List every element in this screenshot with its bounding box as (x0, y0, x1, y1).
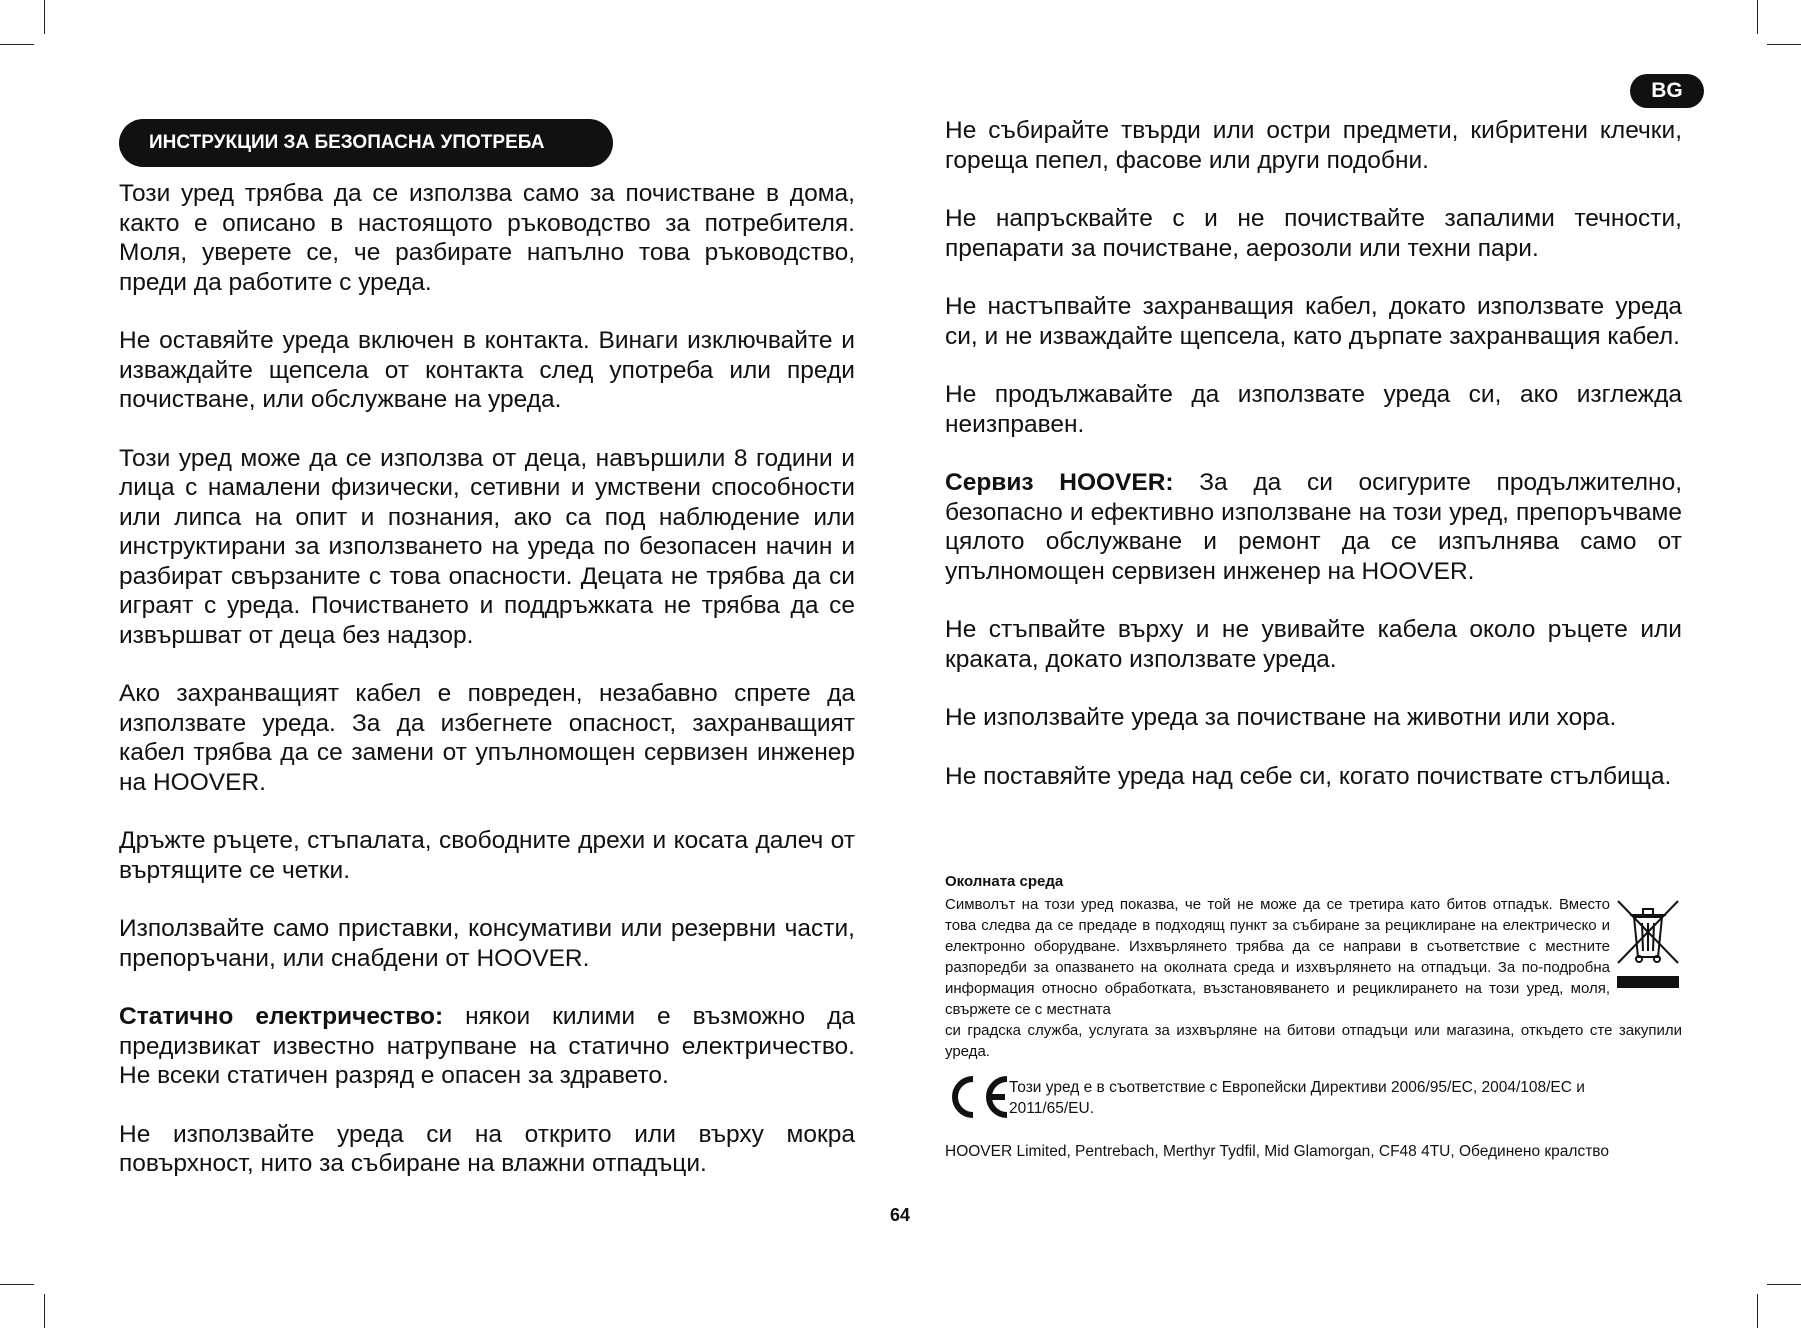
paragraph-bold-lead: Статично електричество: (119, 1003, 444, 1030)
environment-text-continued: си градска служба, услугата за изхвърляне на битови отпадъци или магазина, откъдето сте закупили уреда. (945, 1022, 1682, 1060)
section-header: ИНСТРУКЦИИ ЗА БЕЗОПАСНА УПОТРЕБА (119, 119, 613, 167)
paragraph: Дръжте ръцете, стъпалата, свободните дрехи и косата далеч от въртящите се четки. (119, 827, 855, 884)
paragraph: Не използвайте уреда за почистване на животни или хора. (945, 704, 1617, 731)
crop-mark (0, 1284, 34, 1285)
crop-mark (1757, 0, 1758, 34)
paragraph: Ако захранващият кабел е повреден, незабавно спрете да използвате уреда. За да избегнете опасност, захранващият кабел трябва да се замени от упълномощен сервизен инженер на HOOVER. (119, 680, 855, 796)
crop-mark (1767, 44, 1801, 45)
ce-compliance-text: Този уред е в съответствие с Европейски Директиви 2006/95/EC, 2004/108/EC и 2011/65/EU. (1009, 1079, 1585, 1117)
crop-mark (1767, 1284, 1801, 1285)
left-column (119, 179, 855, 1208)
paragraph: Не използвайте уреда си на открито или върху мокра повърхност, нито за събиране на влажни отпадъци. (119, 1120, 855, 1177)
crop-mark (1757, 1294, 1758, 1328)
paragraph: Не оставяйте уреда включен в контакта. Винаги изключвайте и изваждайте щепсела от контакта след употреба или преди почистване, или обслужване на уреда. (119, 327, 855, 413)
language-badge: BG (1630, 74, 1704, 108)
crop-mark (44, 1294, 45, 1328)
paragraph: Използвайте само приставки, консумативи или резервни части, препоръчани, или снабдени от HOOVER. (119, 915, 855, 972)
environment-text: Символът на този уред показва, че той не може да се третира като битов отпадък. Вместо това следва да се предаде в подходящ пункт за събиране за рециклиране на електрическо и електронно оборудване. Изхвърлянето трябва да се направи в съответствие с местните разпоредби за опазването на околната среда и изхвърлянето на отпадъци. За по-подробна информация относно обработката, възстановяването и рециклирането на този уред, моля, свържете се с местната (945, 896, 1610, 1018)
right-column (945, 116, 1682, 820)
environment-title: Околната среда (945, 873, 1064, 890)
paragraph-bold-lead: Сервиз HOOVER: (945, 469, 1174, 496)
environment-section (945, 871, 1682, 1062)
paragraph: Не продължавайте да използвате уреда си, ако изглежда неизправен. (945, 381, 1682, 438)
weee-crossed-bin-icon (1616, 899, 1680, 989)
paragraph-static-electricity: Статично електричество: някои килими е възможно да предизвикат известно натрупване на статично електричество. Не всеки статичен разряд е опасен за здравето. (119, 1003, 855, 1089)
crop-mark (44, 0, 45, 34)
manufacturer-address: HOOVER Limited, Pentrebach, Merthyr Tydfil, Mid Glamorgan, CF48 4TU, Обединено кралство (945, 1143, 1609, 1160)
paragraph-hoover-service: Сервиз HOOVER: За да си осигурите продължително, безопасно и ефективно използване на този уред, препоръчваме цялото обслужване и ремонт да се изпълнява само от упълномощен сервизен инженер на HOOVER. (945, 469, 1682, 585)
ce-mark-icon (945, 1073, 1011, 1121)
paragraph: Не поставяйте уреда над себе си, когато почиствате стълбища. (945, 762, 1672, 790)
crop-mark (0, 44, 34, 45)
paragraph: Този уред трябва да се използва само за почистване в дома, както е описано в настоящото ръководство за потребителя. Моля, уверете се, че разбирате напълно това ръководство, преди да работите с уреда. (119, 180, 855, 296)
paragraph: Този уред може да се използва от деца, навършили 8 години и лица с намалени физически, сетивни и умствени способности или липса на опит и познания, ако са под наблюдение или инструктирани за използването на уреда по безопасен начин и разбират свързаните с това опасности. Децата не трябва да си играят с уреда. Почистването и поддръжката не трябва да се извършват от деца без надзор. (119, 444, 855, 649)
paragraph: Не напръсквайте с и не почиствайте запалими течности, препарати за почистване, аерозоли или техни пари. (945, 205, 1682, 262)
paragraph: Не настъпвайте захранващия кабел, докато използвате уреда си, и не изваждайте щепсела, като дърпате захранващия кабел. (945, 293, 1682, 350)
paragraph: Не стъпвайте върху и не увивайте кабела около ръцете или краката, докато използвате уреда. (945, 616, 1682, 673)
paragraph: Не събирайте твърди или остри предмети, кибритени клечки, гореща пепел, фасове или други подобни. (945, 117, 1682, 174)
page-number: 64 (889, 1205, 911, 1225)
